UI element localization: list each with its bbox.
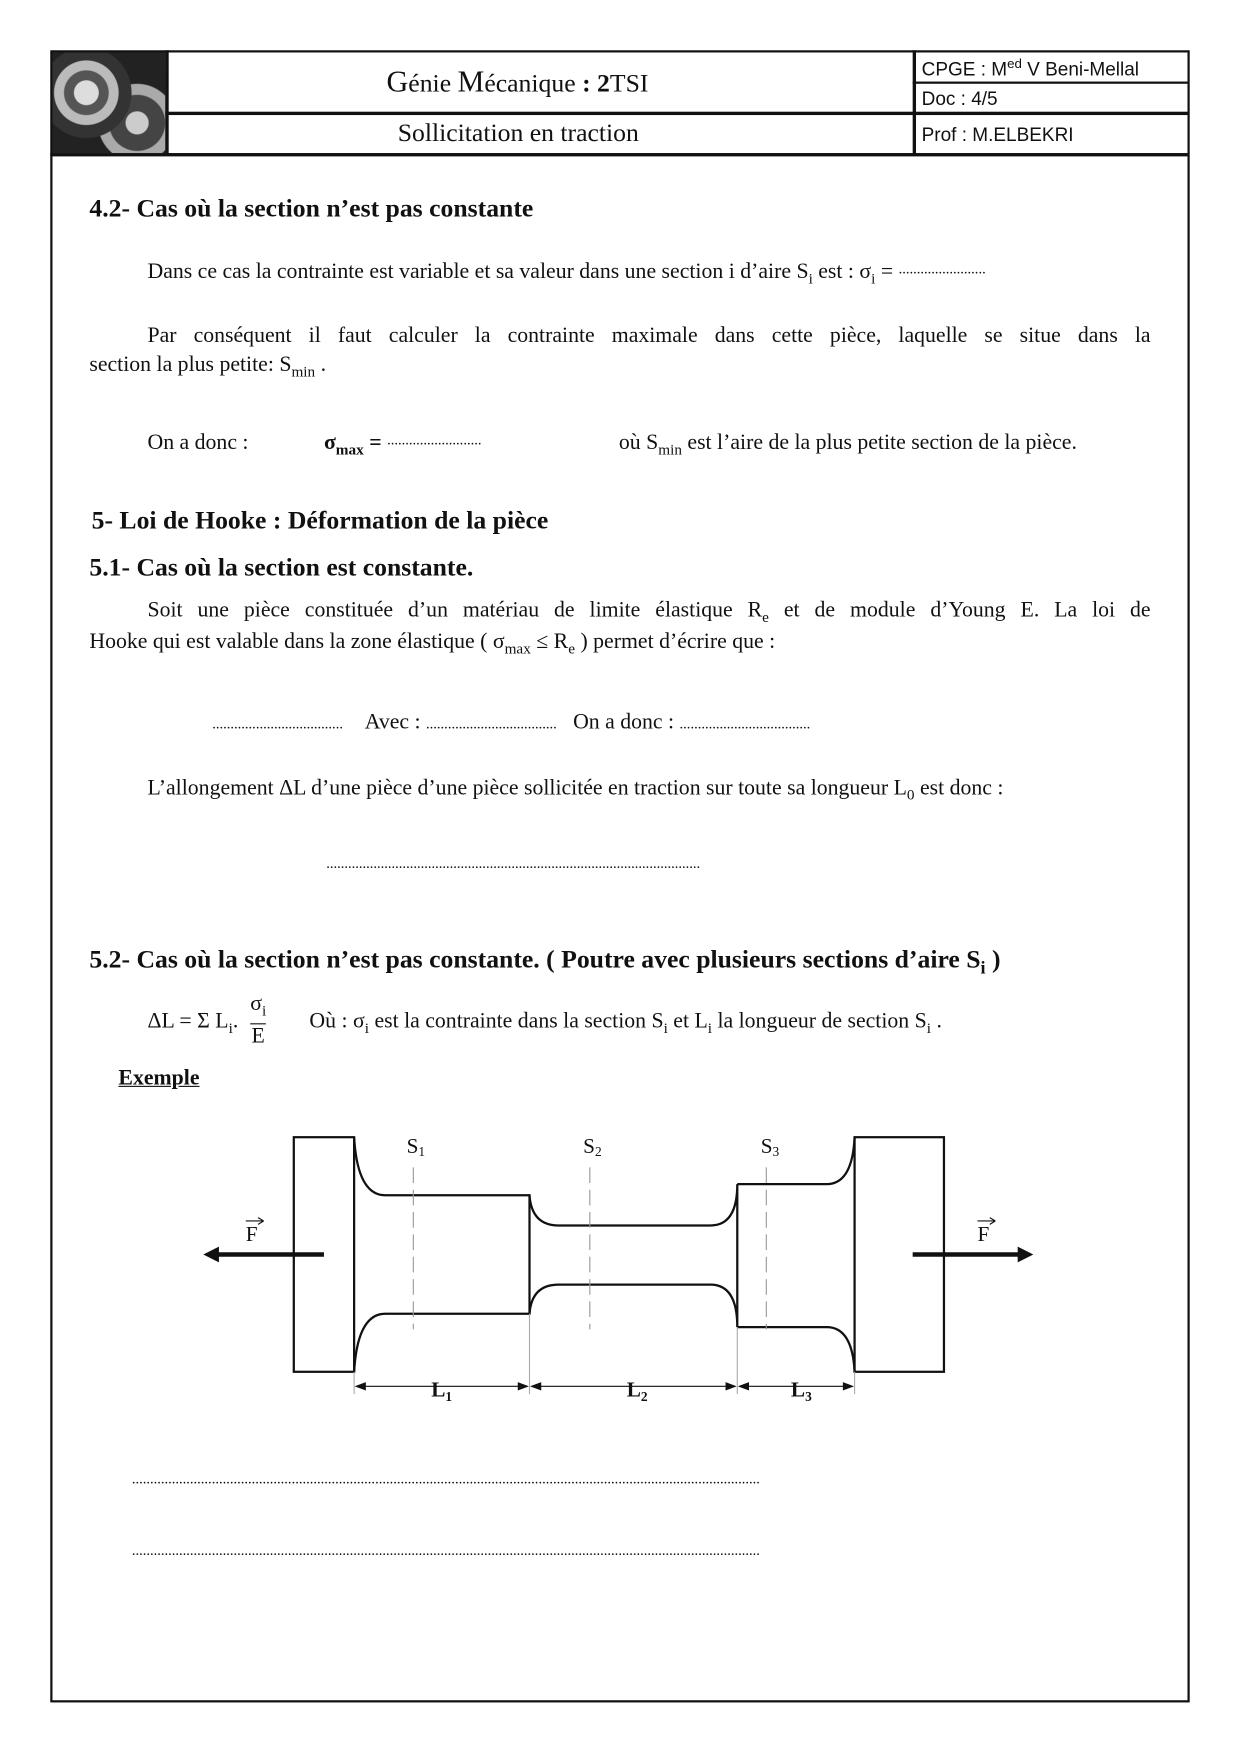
paragraph: Où : $\sigma_i$ est la contrainte dans la section $S_i$ et $L_i$ la longueur de section $S_i$ . bbox=[309, 1009, 942, 1037]
label-l3: $L_3$ bbox=[790, 1377, 812, 1404]
paragraph: Soit une pièce constituée d’un matériau de limite élastique $R_e$ et de module d’Young E. La loi de bbox=[147, 598, 1151, 626]
section-heading-4-2: 4.2- Cas où la section n’est pas constante bbox=[89, 194, 534, 223]
header-subtitle: Sollicitation en traction bbox=[397, 118, 639, 147]
doc-number: Doc : 4/5 bbox=[921, 88, 998, 110]
paragraph: Hooke qui est valable dans la zone élastique ( $\sigma_{max} \le R_e$ ) permet d’écrire que : bbox=[89, 630, 776, 657]
label-force-right: F bbox=[977, 1222, 990, 1247]
fraction: $\sigma_i$ E bbox=[250, 991, 267, 1048]
paragraph: section la plus petite: $S_{min}$ . bbox=[89, 353, 327, 380]
header-title: Génie Mécanique : 2TSI bbox=[386, 64, 649, 99]
elongation-formula: ΔL = Σ $L_i$. bbox=[147, 1009, 239, 1037]
label-s1: S1 bbox=[406, 1133, 426, 1160]
fill-blanks-row: .................................... Avec : .................................... On a donc : .................................... bbox=[212, 710, 811, 734]
answer-line-2: ............................................................................................................................................................................. bbox=[131, 1541, 760, 1559]
label-l2: $L_2$ bbox=[626, 1377, 648, 1404]
label-s2: S2 bbox=[583, 1133, 602, 1160]
sigma-max-formula: $\sigma_{max} = ^{..........................}$ bbox=[323, 431, 482, 458]
section-3-outline bbox=[737, 1137, 854, 1372]
section-heading-5-2: 5.2- Cas où la section n’est pas constante. ( Poutre avec plusieurs sections d’aire $S_i$ ) bbox=[89, 945, 1001, 979]
label-l1: $L_1$ bbox=[431, 1377, 453, 1404]
section-2-outline bbox=[530, 1184, 738, 1327]
force-arrows bbox=[203, 1247, 1033, 1263]
section-heading-5-1: 5.1- Cas où la section est constante. bbox=[89, 552, 474, 581]
paragraph: L’allongement ΔL d’une pièce d’une pièce sollicitée en traction sur toute sa longueur $L_0$ est donc : bbox=[147, 776, 1004, 804]
answer-blank: ....................................................................................................... bbox=[326, 854, 701, 872]
paragraph: Dans ce cas la contrainte est variable et sa valeur dans une section i d’aire $S_i$ est : $\sigma_i = ^{........................}$ bbox=[147, 260, 986, 287]
section-1-outline bbox=[354, 1137, 529, 1372]
label-s3: S3 bbox=[760, 1133, 780, 1160]
paragraph: Par conséquent il faut calculer la contrainte maximale dans cette pièce, laquelle se situe dans la bbox=[147, 323, 1151, 348]
school-label: CPGE : $M^{ed}$ V Beni-Mellal bbox=[921, 55, 1140, 81]
example-label: Exemple bbox=[118, 1066, 200, 1091]
paragraph: où $S_{min}$ est l’aire de la plus petite section de la pièce. bbox=[618, 431, 1077, 458]
answer-line-1: ............................................................................................................................................................................. bbox=[131, 1470, 760, 1487]
label-donc: On a donc : bbox=[147, 431, 249, 455]
prof-name: Prof : M.ELBEKRI bbox=[921, 123, 1074, 146]
label-force-left: F bbox=[245, 1222, 258, 1247]
section-heading-5: 5- Loi de Hooke : Déformation de la pièce bbox=[91, 506, 549, 534]
